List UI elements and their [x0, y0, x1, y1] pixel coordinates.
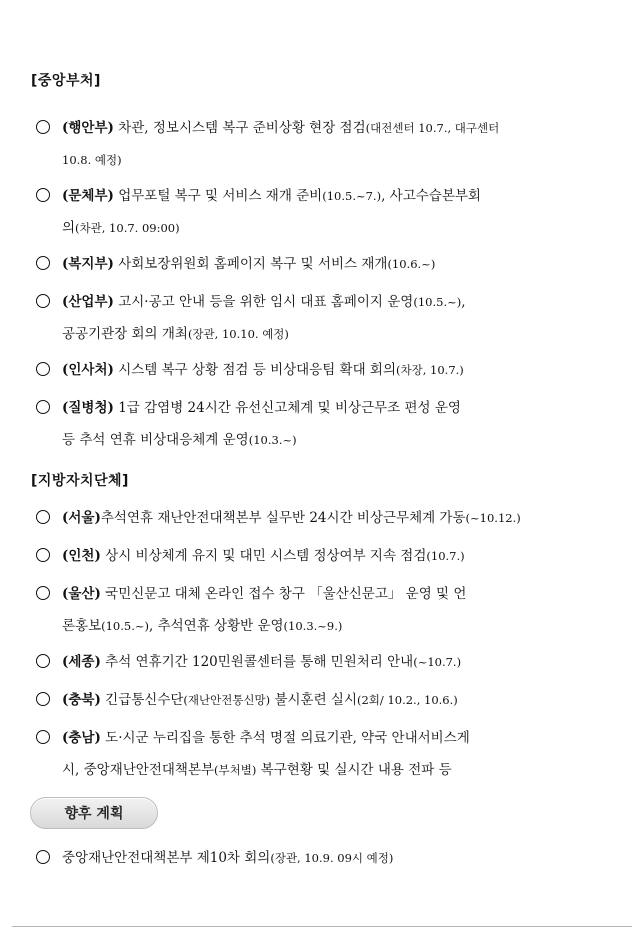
item-note: (10.5.~): [101, 619, 149, 633]
item-text: 등 추석 연휴 비상대응체계 운영: [62, 432, 249, 448]
circle-bullet-icon: [36, 120, 50, 134]
list-item: [36, 684, 614, 716]
future-plan-tab: 향후 계획: [30, 797, 158, 829]
item-note: (차관, 10.7. 09:00): [75, 221, 180, 235]
item-text: 사회보장위원회 홈페이지 복구 및 서비스 재개: [113, 256, 388, 272]
item-text: 상시 비상체계 유지 및 대민 시스템 정상여부 지속 점검: [100, 548, 427, 564]
list-item: [36, 180, 614, 244]
item-note: 10.8. 예정): [62, 153, 122, 167]
list-item: [36, 646, 614, 678]
list-item: [36, 722, 614, 786]
item-line: [62, 722, 470, 754]
item-text: ,: [461, 294, 466, 310]
item-label: (행안부): [62, 120, 114, 136]
item-label: (인천): [62, 548, 101, 564]
circle-bullet-icon: [36, 362, 50, 376]
list-item: [36, 354, 614, 386]
item-line: [62, 318, 289, 350]
item-note: (10.5.~7.): [322, 189, 382, 203]
circle-bullet-icon: [36, 188, 50, 202]
item-note: (10.5.~): [413, 295, 462, 309]
item-label: (인사처): [62, 362, 114, 378]
item-label: (복지부): [62, 256, 114, 272]
item-label: (세종): [62, 654, 101, 670]
item-text: 중앙재난안전대책본부 제10차 회의: [62, 850, 271, 866]
circle-bullet-icon: [36, 850, 50, 864]
item-line: [62, 578, 466, 610]
item-line: [62, 392, 461, 424]
item-note: (차장, 10.7.): [396, 363, 464, 377]
list-item: [36, 502, 614, 534]
item-line: [62, 754, 452, 786]
item-text: 차관, 정보시스템 복구 준비상황 현장 점검: [113, 120, 366, 136]
item-text: 업무포털 복구 및 서비스 재개 준비: [113, 188, 323, 204]
item-text: , 사고수습본부회: [381, 188, 481, 204]
list-item: [36, 540, 614, 572]
item-note: (장관, 10.9. 09시 예정): [270, 851, 394, 865]
item-note: (~10.7.): [413, 655, 462, 669]
item-text: 긴급통신수단: [100, 692, 184, 708]
item-line: [62, 212, 180, 244]
item-line: [62, 248, 435, 280]
circle-bullet-icon: [36, 730, 50, 744]
item-line: [62, 354, 464, 386]
item-line: [62, 286, 466, 318]
item-line: [62, 684, 458, 716]
item-note: (~10.12.): [465, 511, 521, 525]
item-label: (문체부): [62, 188, 114, 204]
list-item: [36, 578, 614, 642]
item-note: (10.6.~): [387, 257, 436, 271]
section-heading-central: [중앙부처]: [31, 73, 101, 89]
circle-bullet-icon: [36, 294, 50, 308]
item-line: [62, 424, 297, 456]
page-bottom-rule: [12, 926, 632, 927]
item-line: [62, 112, 499, 144]
list-item: [36, 112, 614, 176]
item-note: (장관, 10.10. 예정): [187, 327, 289, 341]
item-note: (10.3.~): [248, 433, 297, 447]
item-line: [62, 144, 122, 176]
circle-bullet-icon: [36, 400, 50, 414]
list-item: [36, 286, 614, 350]
item-text: , 추석연휴 상황반 운영: [149, 618, 284, 634]
item-note: (10.7.): [426, 549, 465, 563]
item-label: (서울): [62, 510, 101, 526]
item-label: (충남): [62, 730, 101, 746]
list-item: [36, 842, 614, 874]
item-text: 복구현황 및 실시간 내용 전파 등: [256, 762, 452, 778]
list-item: [36, 392, 614, 456]
item-label: (질병청): [62, 400, 114, 416]
circle-bullet-icon: [36, 586, 50, 600]
circle-bullet-icon: [36, 548, 50, 562]
item-line: [62, 842, 393, 874]
item-text: 불시훈련 실시: [270, 692, 357, 708]
item-text: 국민신문고 대체 온라인 접수 창구 「울산신문고」 운영 및 언: [100, 586, 467, 602]
circle-bullet-icon: [36, 510, 50, 524]
list-item: [36, 248, 614, 280]
item-note: (재난안전통신망): [183, 693, 271, 707]
item-text: 고시·공고 안내 등을 위한 임시 대표 홈페이지 운영: [113, 294, 414, 310]
item-line: [62, 180, 481, 212]
item-text: 론홍보: [62, 618, 102, 634]
section-heading-local: [지방자치단체]: [31, 473, 129, 489]
item-text: 1급 감염병 24시간 유선신고체계 및 비상근무조 편성 운영: [113, 400, 461, 416]
item-text: 시, 중앙재난안전대책본부: [62, 762, 215, 778]
item-label: (울산): [62, 586, 101, 602]
item-note: (10.3.~9.): [283, 619, 343, 633]
item-line: [62, 610, 342, 642]
item-label: (충북): [62, 692, 101, 708]
item-text: 도·시군 누리집을 통한 추석 명절 의료기관, 약국 안내서비스게: [100, 730, 470, 746]
item-line: [62, 646, 461, 678]
item-note: (부처별): [214, 763, 257, 777]
item-text: 시스템 복구 상황 점검 등 비상대응팀 확대 회의: [113, 362, 397, 378]
item-label: (산업부): [62, 294, 114, 310]
item-text: 추석 연휴기간 120민원콜센터를 통해 민원처리 안내: [100, 654, 414, 670]
item-note: (대전센터 10.7., 대구센터: [365, 121, 500, 135]
circle-bullet-icon: [36, 692, 50, 706]
circle-bullet-icon: [36, 654, 50, 668]
item-text: 의: [62, 220, 76, 236]
item-text: 추석연휴 재난안전대책본부 실무반 24시간 비상근무체계 가동: [100, 510, 466, 526]
item-line: [62, 502, 521, 534]
circle-bullet-icon: [36, 256, 50, 270]
item-text: 공공기관장 회의 개최: [62, 326, 188, 342]
item-line: [62, 540, 465, 572]
item-note: (2회/ 10.2., 10.6.): [357, 693, 458, 707]
